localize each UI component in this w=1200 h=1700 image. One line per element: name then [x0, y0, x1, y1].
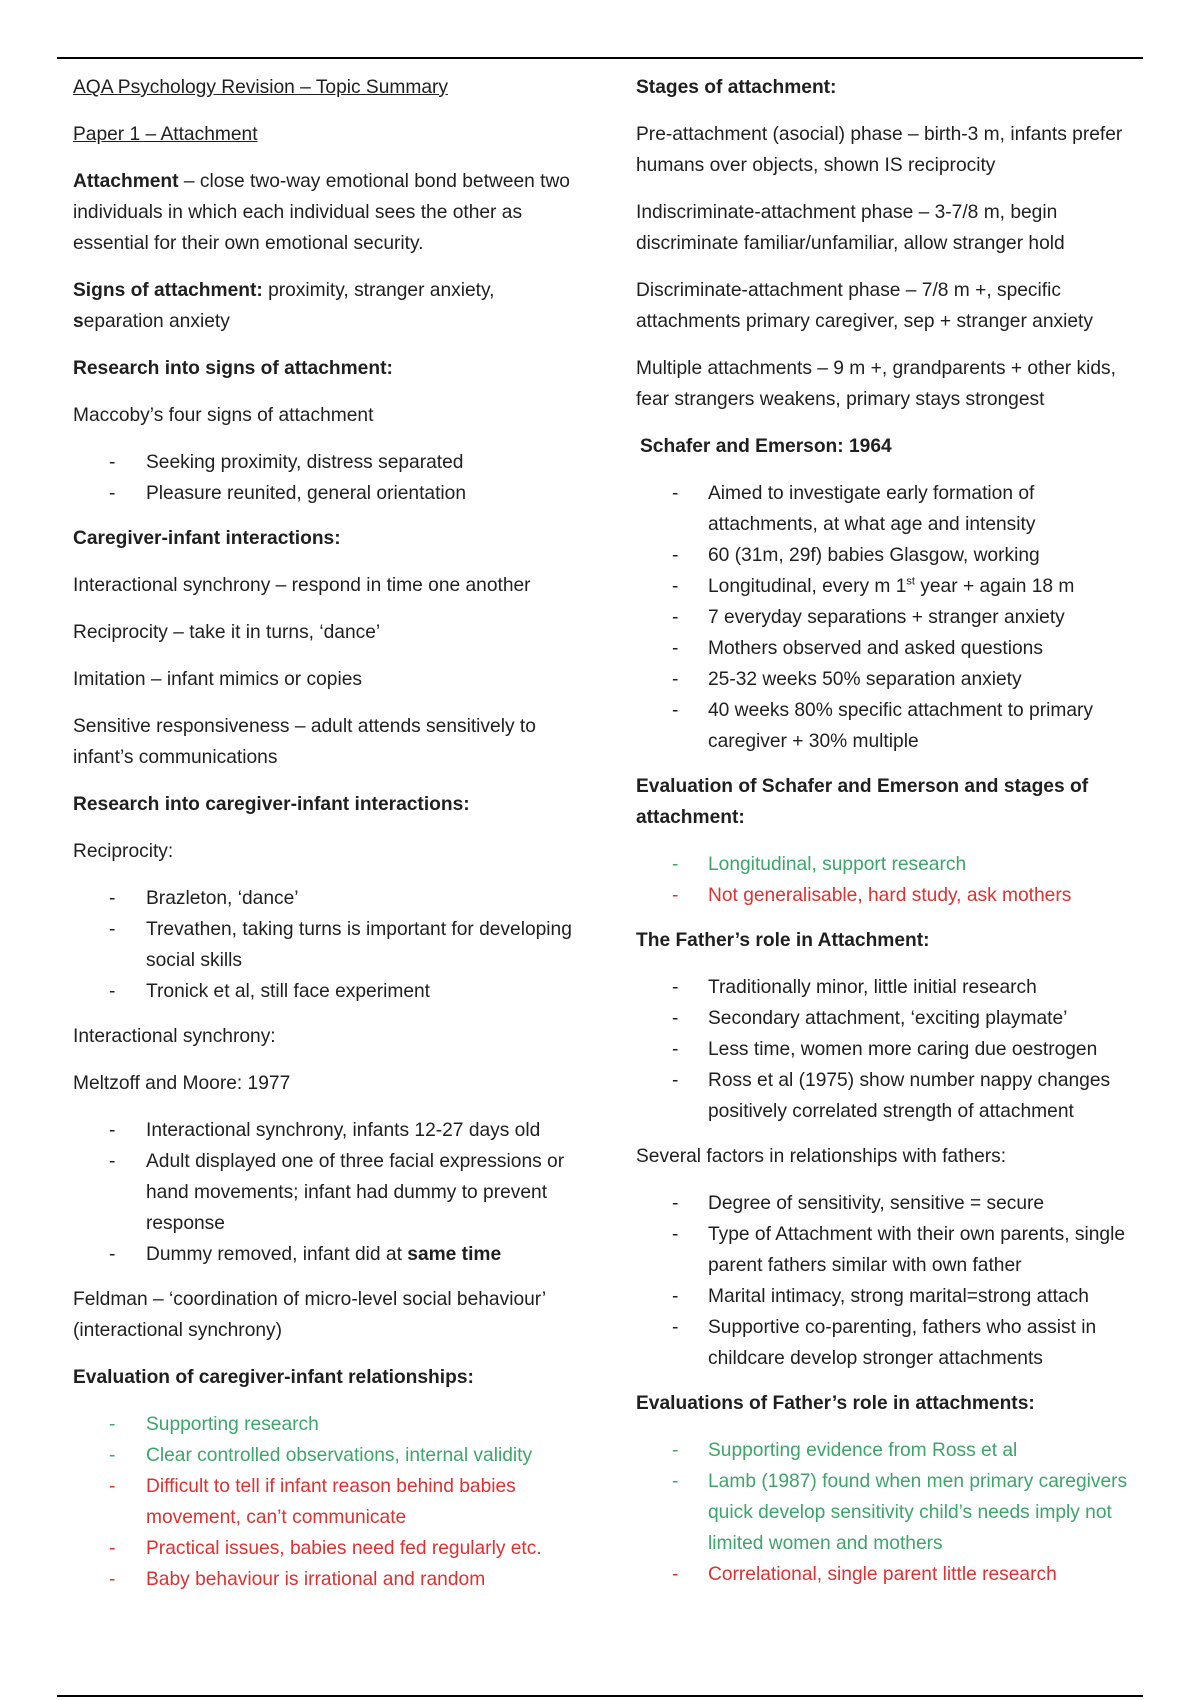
- list-item: - Degree of sensitivity, sensitive = secure: [636, 1188, 1136, 1219]
- father-list: [636, 972, 1136, 1127]
- ci-interactional-synchrony: Interactional synchrony – respond in time one another: [73, 575, 531, 596]
- signs-text-2: eparation anxiety: [83, 311, 230, 332]
- meltzoff-list: [73, 1115, 573, 1270]
- list-item-positive: - Longitudinal, support research: [636, 849, 1136, 880]
- list-item-negative: - Correlational, single parent little research: [636, 1559, 1136, 1590]
- list-item: - Trevathen, taking turns is important for developing social skills: [73, 914, 573, 976]
- list-item: - Mothers observed and asked questions: [636, 633, 1136, 664]
- meltzoff-heading: Meltzoff and Moore: 1977: [73, 1073, 291, 1094]
- right-column: [636, 72, 1136, 1606]
- signs-text: proximity, stranger anxiety,: [262, 280, 495, 301]
- list-item: - Secondary attachment, ‘exciting playmate’: [636, 1003, 1136, 1034]
- meltzoff-last-text: Dummy removed, infant did at: [146, 1244, 408, 1265]
- eval-father-heading: Evaluations of Father’s role in attachments:: [636, 1393, 1035, 1414]
- list-item-positive: - Supporting evidence from Ross et al: [636, 1435, 1136, 1466]
- list-item: [73, 1239, 573, 1270]
- schafer-heading: Schafer and Emerson: 1964: [640, 436, 892, 457]
- ci-imitation: Imitation – infant mimics or copies: [73, 669, 362, 690]
- list-item: - Interactional synchrony, infants 12-27 days old: [73, 1115, 573, 1146]
- maccoby-list: [73, 447, 573, 509]
- signs-of-attachment: [73, 275, 573, 337]
- stage-indiscriminate: Indiscriminate-attachment phase – 3-7/8 m, begin discriminate familiar/unfamiliar, allow stranger hold: [636, 202, 1065, 254]
- list-item: - 40 weeks 80% specific attachment to primary caregiver + 30% multiple: [636, 695, 1136, 757]
- meltzoff-last-bold: same time: [407, 1244, 502, 1265]
- list-item-negative: - Practical issues, babies need fed regularly etc.: [73, 1533, 573, 1564]
- father-heading: The Father’s role in Attachment:: [636, 930, 930, 951]
- eval-ci-list: [73, 1409, 573, 1595]
- list-item: - Brazleton, ‘dance’: [73, 883, 573, 914]
- research-ci-heading: Research into caregiver-infant interactions:: [73, 794, 470, 815]
- list-item-negative: - Difficult to tell if infant reason behind babies movement, can’t communicate: [73, 1471, 573, 1533]
- eval-se-heading: Evaluation of Schafer and Emerson and stages of attachment:: [636, 776, 1089, 828]
- left-column: [73, 72, 573, 1611]
- eval-se-list: [636, 849, 1136, 911]
- maccoby-text: Maccoby’s four signs of attachment: [73, 405, 374, 426]
- list-item: - 60 (31m, 29f) babies Glasgow, working: [636, 540, 1136, 571]
- stage-discriminate: Discriminate-attachment phase – 7/8 m +, specific attachments primary caregiver, sep + stranger anxiety: [636, 280, 1093, 332]
- list-item-positive: - Lamb (1987) found when men primary caregivers quick develop sensitivity child’s needs imply not limited women and mothers: [636, 1466, 1136, 1559]
- list-item-negative: - Not generalisable, hard study, ask mothers: [636, 880, 1136, 911]
- ci-heading: Caregiver-infant interactions:: [73, 528, 341, 549]
- bottom-rule: [57, 1695, 1143, 1697]
- list-item: - Less time, women more caring due oestrogen: [636, 1034, 1136, 1065]
- list-item-negative: - Baby behaviour is irrational and random: [73, 1564, 573, 1595]
- list-item: - Marital intimacy, strong marital=strong attach: [636, 1281, 1136, 1312]
- list-item-positive: - Supporting research: [73, 1409, 573, 1440]
- list-item: - Pleasure reunited, general orientation: [73, 478, 573, 509]
- document-title: [73, 72, 573, 103]
- list-item: - Aimed to investigate early formation of attachments, at what age and intensity: [636, 478, 1136, 540]
- stage-pre-attachment: Pre-attachment (asocial) phase – birth-3 m, infants prefer humans over objects, shown IS reciprocity: [636, 124, 1123, 176]
- list-item: - 7 everyday separations + stranger anxiety: [636, 602, 1136, 633]
- longitudinal-text-2: year + again 18 m: [914, 576, 1075, 597]
- list-item: - Ross et al (1975) show number nappy changes positively correlated strength of attachment: [636, 1065, 1136, 1127]
- is-label: Interactional synchrony:: [73, 1026, 276, 1047]
- paper-text: Paper 1 – Attachment: [73, 124, 258, 145]
- list-item: - Adult displayed one of three facial expressions or hand movements; infant had dummy to prevent response: [73, 1146, 573, 1239]
- reciprocity-label: Reciprocity:: [73, 841, 174, 862]
- attachment-term: Attachment: [73, 171, 179, 192]
- paper-title: [73, 119, 573, 150]
- top-rule: [57, 57, 1143, 59]
- ordinal-sup: st: [906, 575, 915, 588]
- factors-label: Several factors in relationships with fathers:: [636, 1146, 1007, 1167]
- signs-term: Signs of attachment:: [73, 280, 263, 301]
- factors-list: [636, 1188, 1136, 1374]
- list-item: - Type of Attachment with their own parents, single parent fathers similar with own father: [636, 1219, 1136, 1281]
- list-item: - Traditionally minor, little initial research: [636, 972, 1136, 1003]
- reciprocity-list: [73, 883, 573, 1007]
- attachment-definition: [73, 166, 573, 259]
- list-item: - Seeking proximity, distress separated: [73, 447, 573, 478]
- list-item: - Tronick et al, still face experiment: [73, 976, 573, 1007]
- research-signs-heading: Research into signs of attachment:: [73, 358, 393, 379]
- stage-multiple: Multiple attachments – 9 m +, grandparents + other kids, fear strangers weakens, primary stays strongest: [636, 358, 1116, 410]
- feldman-text: Feldman – ‘coordination of micro-level social behaviour’ (interactional synchrony): [73, 1289, 546, 1341]
- schafer-list: [636, 478, 1136, 757]
- eval-ci-heading: Evaluation of caregiver-infant relationships:: [73, 1367, 474, 1388]
- list-item: - Supportive co-parenting, fathers who assist in childcare develop stronger attachments: [636, 1312, 1136, 1374]
- ci-reciprocity: Reciprocity – take it in turns, ‘dance’: [73, 622, 381, 643]
- eval-father-list: [636, 1435, 1136, 1590]
- list-item-positive: - Clear controlled observations, internal validity: [73, 1440, 573, 1471]
- title-text: AQA Psychology Revision – Topic Summary: [73, 77, 449, 98]
- list-item: [636, 571, 1136, 602]
- list-item: - 25-32 weeks 50% separation anxiety: [636, 664, 1136, 695]
- ci-sensitive-responsiveness: Sensitive responsiveness – adult attends sensitively to infant’s communications: [73, 716, 536, 768]
- signs-bold-s: s: [73, 311, 84, 332]
- longitudinal-text: Longitudinal, every m 1: [708, 576, 907, 597]
- stages-heading: Stages of attachment:: [636, 77, 837, 98]
- attachment-def-text: – close two-way emotional bond between two individuals in which each individual sees the other as essential for their own emotional security.: [73, 171, 570, 254]
